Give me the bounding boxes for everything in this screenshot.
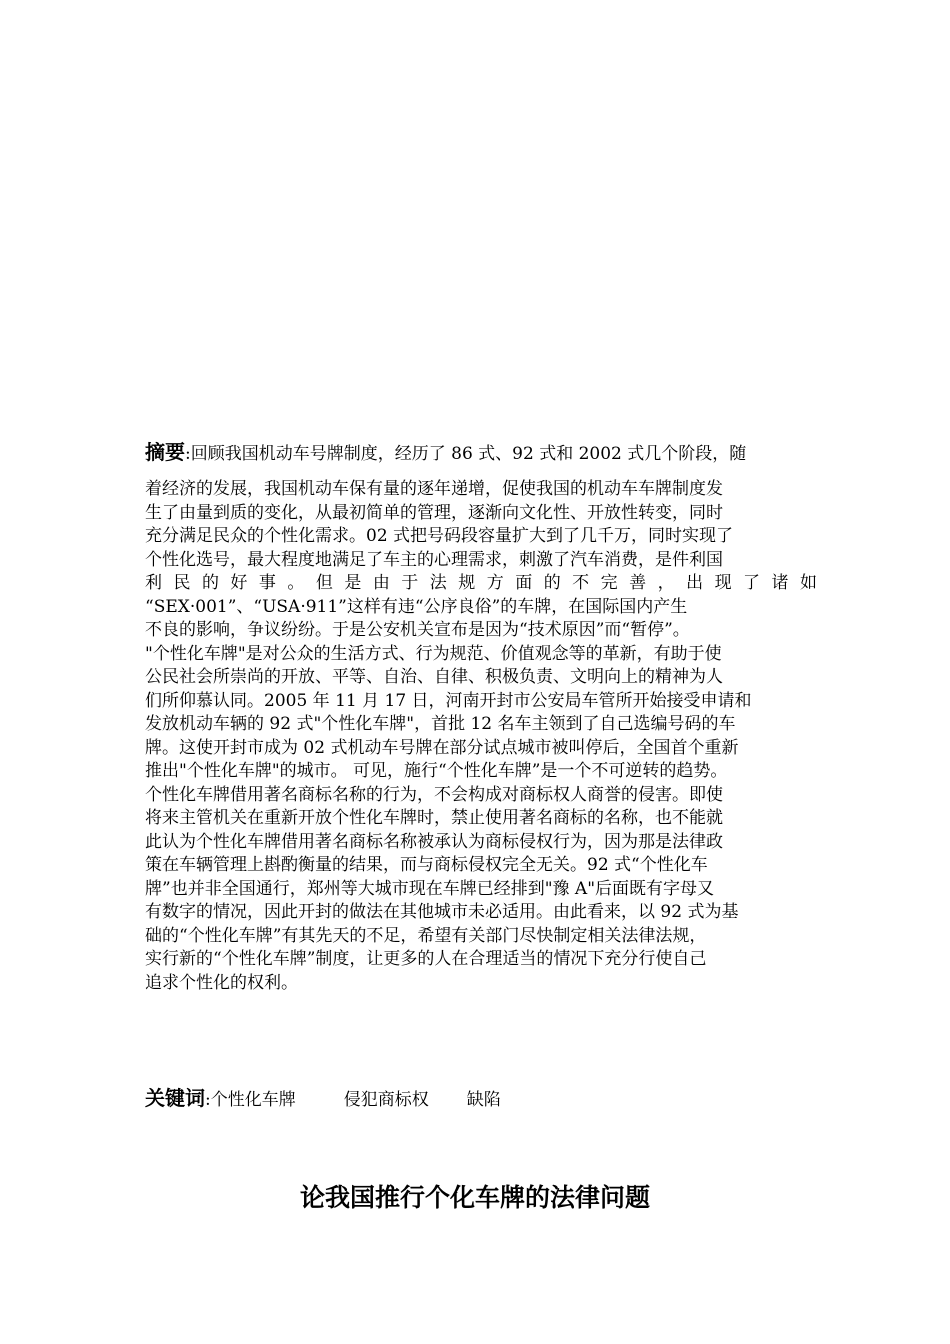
abstract-line: 利民的好事。但是由于法规方面的不完善，出现了诸如 [145,573,817,593]
keyword-item: 侵犯商标权 [343,1090,429,1110]
abstract-line: 将来主管机关在重新开放个性化车牌时，禁止使用著名商标的名称，也不能就 [145,808,723,828]
abstract-line: 牌”也并非全国通行，郑州等大城市现在车牌已经排到"豫 A"后面既有字母又 [145,878,715,899]
abstract-line: 发放机动车辆的 92 式"个性化车牌"，首批 12 名车主领到了自己选编号码的车 [145,714,736,734]
abstract-first-line [145,438,817,468]
abstract-line: 础的“个性化车牌”有其先天的不足，希望有关部门尽快制定相关法律法规， [145,925,707,946]
abstract-line: "个性化车牌"是对公众的生活方式、行为规范、价值观念等的革新，有助于使 [145,643,722,664]
abstract-line: 生了由量到质的变化，从最初简单的管理，逐渐向文化性、开放性转变，同时 [145,502,723,523]
keywords-section [145,1084,817,1114]
keyword-item: 缺陷 [466,1090,501,1110]
abstract-line: 们所仰慕认同。2005 年 11 月 17 日，河南开封市公安局车管所开始接受申请和 [145,690,752,711]
abstract-line: 不良的影响，争议纷纷。于是公安机关宣布是因为“技术原因”而“暂停”。 [145,620,690,640]
keywords-label-separator: : [205,1090,211,1110]
abstract-line: 此认为个性化车牌借用著名商标名称被承认为商标侵权行为，因为那是法律政 [145,831,723,852]
document-title: 论我国推行个化车牌的法律问题 [299,1183,650,1212]
abstract-first-text: 回顾我国机动车号牌制度，经历了 86 式、92 式和 2002 式几个阶段，随 [190,444,747,464]
abstract-body [145,478,817,995]
abstract-line: “SEX·001”、“USA·911”这样有违“公序良俗”的车牌，在国际国内产生 [145,596,688,617]
abstract-line: 着经济的发展，我国机动车保有量的逐年递增，促使我国的机动车车牌制度发 [145,479,723,499]
abstract-line: 追求个性化的权利。 [145,972,298,993]
abstract-line: 推出"个性化车牌"的城市。 可见，施行“个性化车牌”是一个不可逆转的趋势。 [145,761,728,781]
abstract-line: 公民社会所崇尚的开放、平等、自治、自律、积极负责、文明向上的精神为人 [145,667,723,687]
abstract-line: 实行新的“个性化车牌”制度，让更多的人在合理适当的情况下充分行使自己 [145,949,707,969]
keywords-label: 关键词 [145,1086,205,1110]
abstract-label-separator: : [185,444,191,464]
abstract-line: 个性化选号，最大程度地满足了车主的心理需求，刺激了汽车消费，是件利国 [145,549,723,570]
abstract-line: 牌。这使开封市成为 02 式机动车号牌在部分试点城市被叫停后，全国首个重新 [145,737,739,758]
keyword-item: 个性化车牌 [210,1090,296,1110]
abstract-line: 策在车辆管理上斟酌衡量的结果，而与商标侵权完全无关。92 式“个性化车 [145,855,708,875]
abstract-section [145,438,817,995]
abstract-line: 充分满足民众的个性化需求。02 式把号码段容量扩大到了几千万，同时实现了 [145,526,734,546]
abstract-line: 有数字的情况，因此开封的做法在其他城市未必适用。由此看来，以 92 式为基 [145,902,739,922]
abstract-line: 个性化车牌借用著名商标名称的行为，不会构成对商标权人商誉的侵害。即使 [145,784,723,805]
abstract-label: 摘要 [145,440,185,464]
